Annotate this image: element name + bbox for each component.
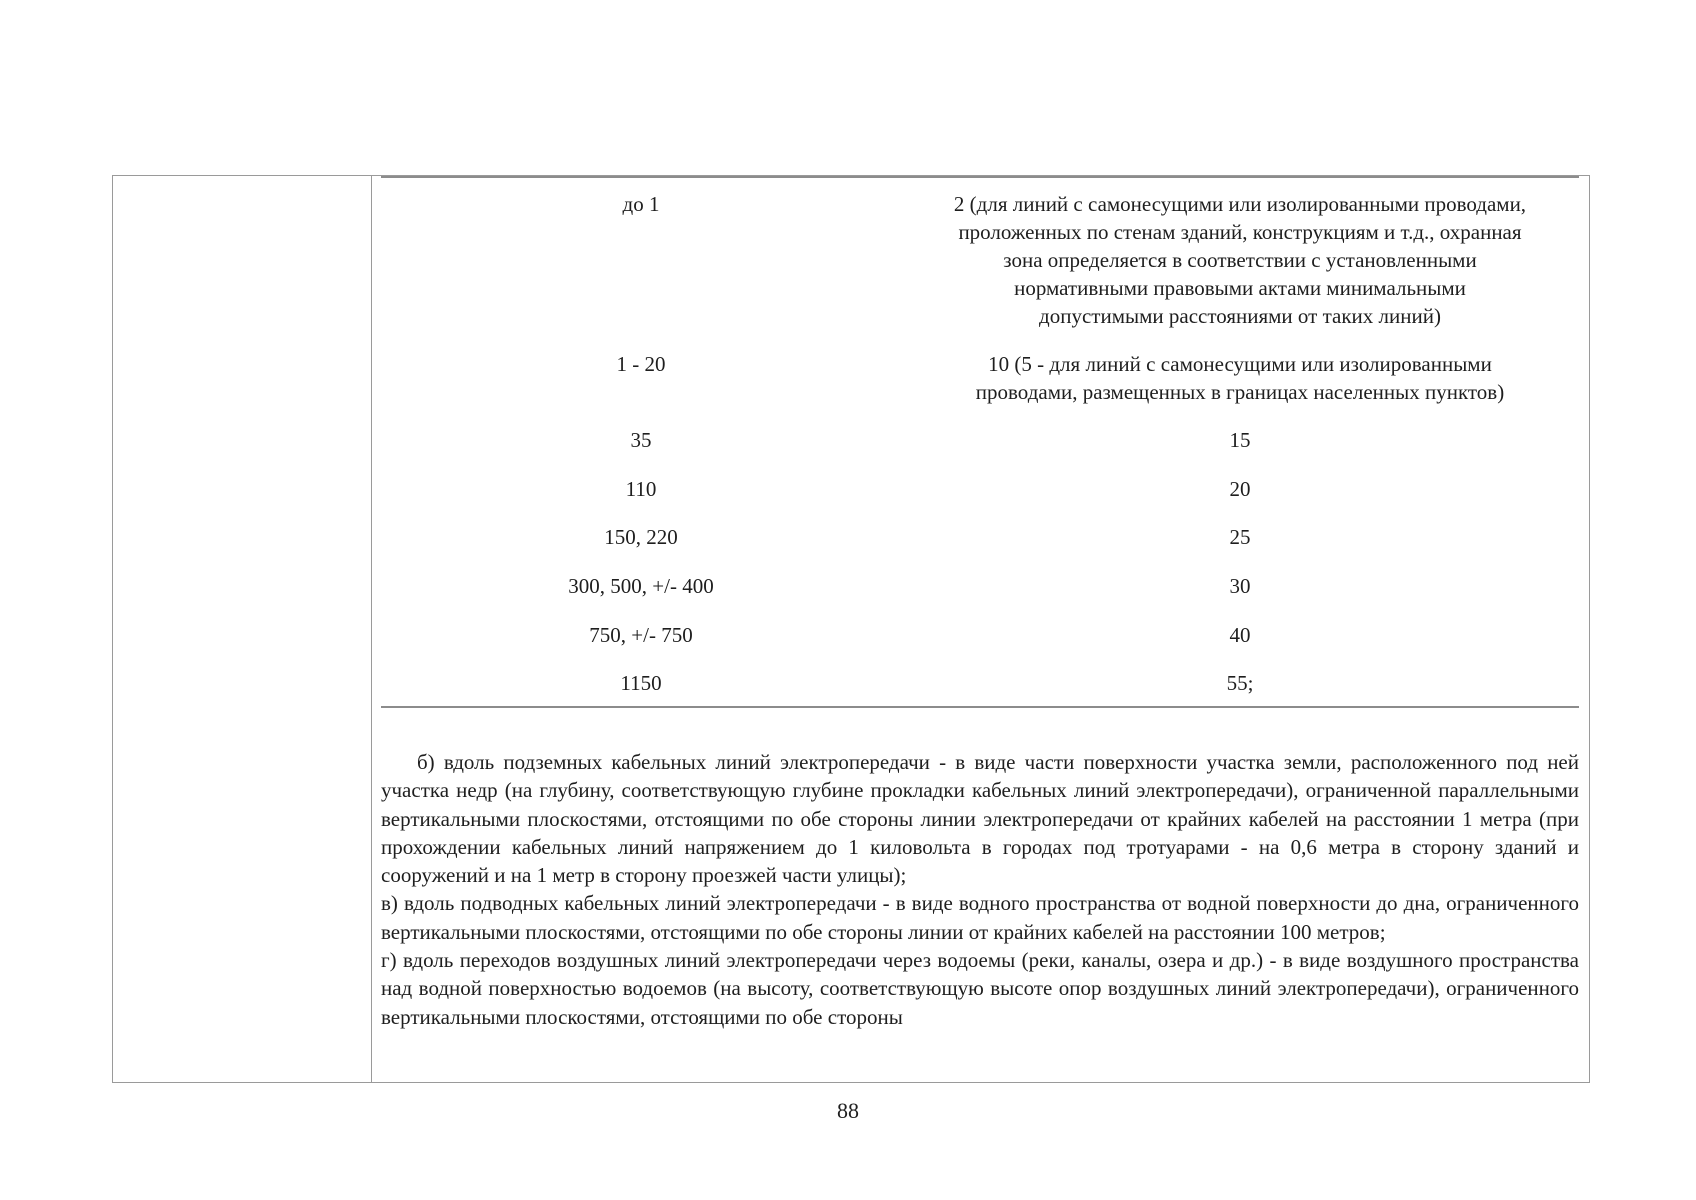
voltage-cell: до 1 [622,192,660,216]
voltage-cell: 1 - 20 [616,352,666,376]
voltage-cell: 110 [625,477,657,501]
distance-cell: 25 [1229,525,1251,549]
inner-table-bottom-rule [381,706,1579,708]
distance-cell: 30 [1229,574,1251,598]
distance-cell: 55; [1226,671,1254,695]
distance-cell [901,350,1579,406]
voltage-cell: 1150 [620,671,662,695]
voltage-cell: 750, +/- 750 [589,623,693,647]
paragraph-v: в) вдоль подводных кабельных линий электропередачи - в виде водного пространства от водной поверхности до дна, ограниченного вертикальными плоскостями, отстоящими по обе стороны линии от крайних кабелей на расстоянии 100 метров; [381,891,1579,944]
inner-table-top-rule [381,176,1579,178]
document-outer-table [112,175,1590,1083]
distance-cell: 20 [1229,477,1251,501]
paragraph-g: г) вдоль переходов воздушных линий электропередачи через водоемы (реки, каналы, озера и др.) - в виде воздушного пространства над водной поверхностью водоемов (на высоту, соответствующую высоте опор воздушных линий электропередачи), ограниченного вертикальными плоскостями, отстоящими по обе стороны [381,948,1579,1029]
paragraph-b: б) вдоль подземных кабельных линий электропередачи - в виде части поверхности участка земли, расположенного под ней участка недр (на глубину, соответствующую глубине прокладки кабельных линий электропередачи), ограниченной параллельными вертикальными плоскостями, отстоящими по обе стороны линии электропередачи от крайних кабелей на расстоянии 1 метра (при прохождении кабельных линий напряжением до 1 киловольта в городах под тротуарами - на 0,6 метра в сторону зданий и сооружений и на 1 метр в сторону проезжей части улицы); [381,750,1579,888]
distance-cell: 40 [1229,623,1251,647]
body-text [381,748,1579,1031]
column-divider [371,176,372,1082]
distance-cell [901,190,1579,330]
distance-line: нормативными правовыми актами минимальными [1014,276,1466,300]
distance-line: 10 (5 - для линий с самонесущими или изолированными [988,352,1492,376]
distance-cell: 15 [1229,428,1251,452]
voltage-cell: 150, 220 [604,525,678,549]
content-cell [381,176,1579,1082]
voltage-cell: 300, 500, +/- 400 [568,574,714,598]
distance-line: проложенных по стенам зданий, конструкциям и т.д., охранная [958,220,1522,244]
distance-line: проводами, размещенных в границах населенных пунктов) [975,380,1505,404]
distance-line: 2 (для линий с самонесущими или изолированными проводами, [953,192,1527,216]
distance-line: допустимыми расстояниями от таких линий) [1039,304,1441,328]
page-number: 88 [837,1098,859,1123]
voltage-cell: 35 [630,428,652,452]
distance-line: зона определяется в соответствии с установленными [1003,248,1477,272]
